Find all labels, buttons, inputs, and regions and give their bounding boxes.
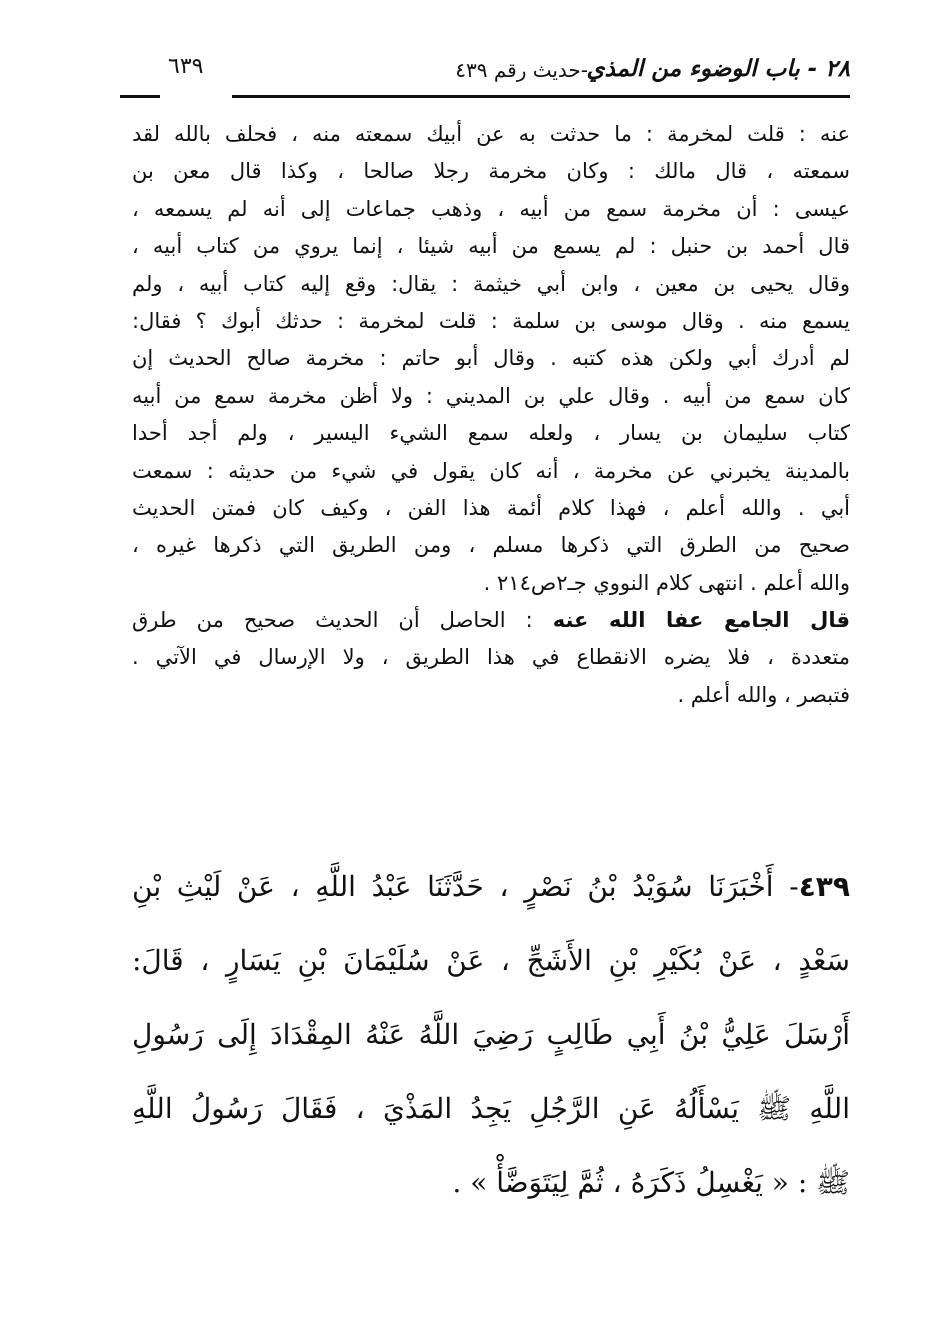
commentary-line: كتاب سليمان بن يسار ، ولعله سمع الشيء اليسير ، ولم أجد أحدا — [132, 421, 850, 446]
commentary-block — [132, 116, 850, 714]
header-rule-gap — [160, 88, 232, 100]
hadith-reference: -حديث رقم ٤٣٩ — [455, 58, 588, 82]
commentary-line: وقال يحيى بن معين ، وابن أبي خيثمة : يقال: وقع إليه كتاب أبيه ، ولم — [132, 271, 850, 296]
hadith-line: سَعْدٍ ، عَنْ بُكَيْرِ بْنِ الأَشَجِّ ، عَنْ سُلَيْمَانَ بْنِ يَسَارٍ ، قَالَ: — [132, 944, 850, 977]
chapter-title: ٢٨ - باب الوضوء من المذي — [586, 56, 850, 82]
commentary-line: أبي . والله أعلم ، فهذا كلام أئمة هذا الفن ، وكيف كان فمتن الحديث — [132, 495, 850, 520]
jami-line: فتبصر ، والله أعلم . — [677, 682, 850, 707]
commentary-line: صحيح من الطرق التي ذكرها مسلم ، ومن الطريق التي ذكرها غيره ، — [132, 533, 850, 558]
hadith-block — [132, 850, 850, 1220]
hadith-line: ﷺ : « يَغْسِلُ ذَكَرَهُ ، ثُمَّ لِيَتَوَضَّأْ » . — [452, 1166, 850, 1199]
jami-line: متعددة ، فلا يضره الانقطاع في هذا الطريق ، ولا الإرسال في الآتي . — [132, 645, 850, 670]
commentary-line: لم أدرك أبي ولكن هذه كتبه . وقال أبو حاتم : مخرمة صالح الحديث إن — [132, 346, 850, 371]
running-header — [120, 52, 850, 100]
commentary-line: قال أحمد بن حنبل : لم يسمع من أبيه شيئا ، إنما يروي من كتاب أبيه ، — [132, 234, 850, 259]
hadith-number: ٤٣٩ — [798, 870, 850, 903]
commentary-line: سمعته ، قال مالك : وكان مخرمة رجلا صالحا ، وكذا قال معن بن — [132, 159, 850, 184]
hadith-line — [132, 850, 850, 924]
hadith-line: أَرْسَلَ عَلِيُّ بْنُ أَبِي طَالِبٍ رَضِيَ اللَّهُ عَنْهُ المِقْدَادَ إِلَى رَسُولِ — [132, 1018, 850, 1051]
page-number: ٦٣٩ — [168, 54, 204, 79]
hadith-text: - أَخْبَرَنَا سُوَيْدُ بْنُ نَصْرٍ ، حَدَّثَنَا عَبْدُ اللَّهِ ، عَنْ لَيْثِ بْنِ — [132, 870, 799, 903]
commentary-line: بالمدينة يخبرني عن مخرمة ، أنه كان يقول في شيء من حديثه : سمعت — [132, 458, 850, 483]
jami-text: : الحاصل أن الحديث صحيح من طرق — [132, 608, 533, 633]
commentary-line: يسمع منه . وقال موسى بن سلمة : قلت لمخرمة : حدثك أبوك ؟ فقال: — [132, 308, 850, 333]
commentary-line: والله أعلم . انتهى كلام النووي جـ٢ص٢١٤ . — [483, 570, 850, 595]
hadith-line: اللَّهِ ﷺ يَسْأَلُهُ عَنِ الرَّجُلِ يَجِدُ المَذْيَ ، فَقَالَ رَسُولُ اللَّهِ — [132, 1092, 850, 1125]
commentary-line: كان سمع من أبيه . وقال علي بن المديني : ولا أظن مخرمة سمع من أبيه — [132, 383, 850, 408]
jami-label: قال الجامع عفا الله عنه — [552, 608, 850, 633]
commentary-line: عيسى : أن مخرمة سمع من أبيه ، وذهب جماعات إلى أنه لم يسمعه ، — [132, 196, 850, 221]
jami-line — [132, 602, 850, 639]
commentary-line: عنه : قلت لمخرمة : ما حدثت به عن أبيك سمعته منه ، فحلف بالله لقد — [132, 122, 850, 146]
